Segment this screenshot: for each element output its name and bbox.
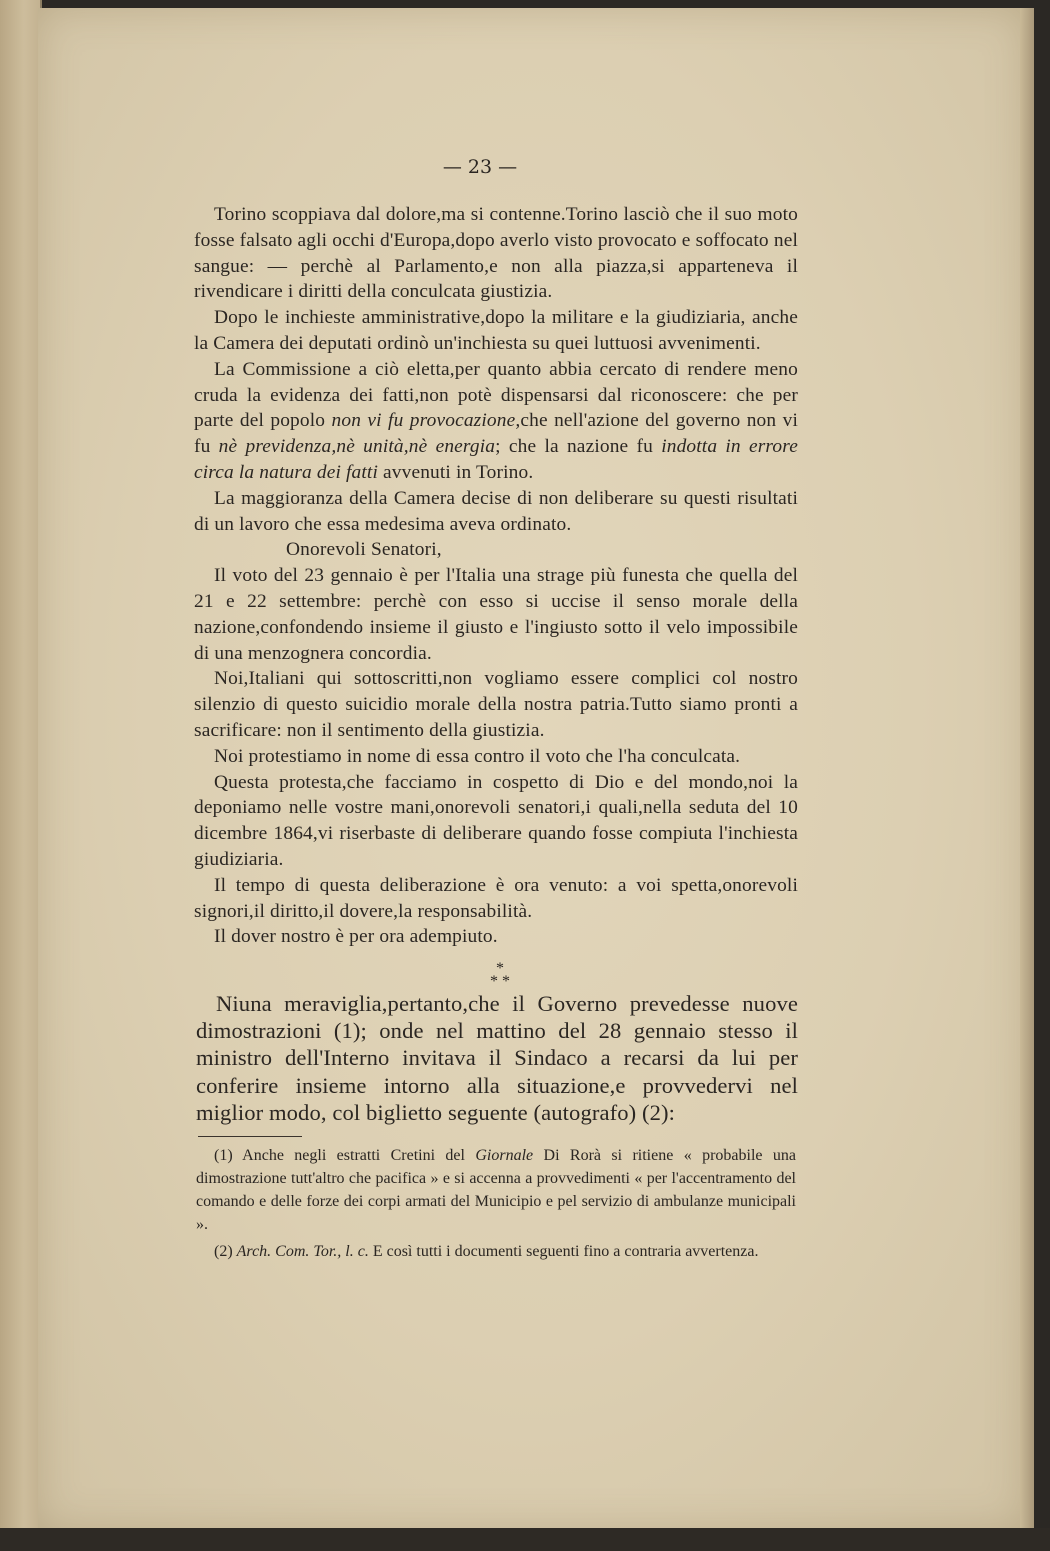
footnote-rule bbox=[198, 1136, 302, 1137]
text-run: avvenuti in Torino. bbox=[378, 461, 534, 483]
paragraph: La maggioranza della Camera decise di non deliberare su questi risultati di un lavoro che essa medesima aveva ordinato. bbox=[194, 487, 798, 535]
text-run: La Commissione a ciò eletta,per quanto abbia cercato di rendere meno cruda la evidenza dei fatti,non potè dispensarsi dal riconoscere: che per parte del popolo bbox=[194, 358, 798, 432]
paragraph: Noi protestiamo in nome di essa contro il voto che l'ha conculcata. bbox=[214, 745, 741, 767]
italic-run: non vi fu provocazione, bbox=[331, 410, 521, 432]
paragraph: Niuna meraviglia,pertanto,che il Governo prevedesse nuove dimostrazioni (1); onde nel mattino del 28 gennaio stesso il ministro dell'Interno invitava il Sindaco a recarsi da lui per conferire insieme intorno alla situazione,e provvedervi nel miglior modo, col biglietto seguente (autografo) (2): bbox=[196, 991, 798, 1125]
text-run: (1) Anche negli estratti Cretini del bbox=[214, 1147, 476, 1164]
right-page-edge bbox=[1020, 8, 1034, 1530]
page-number: — 23 — bbox=[442, 156, 518, 178]
footnote-1 bbox=[196, 1144, 796, 1236]
footnote-2 bbox=[196, 1240, 796, 1263]
paragraph: Il voto del 23 gennaio è per l'Italia una strage più funesta che quella del 21 e 22 settembre: perchè con esso si uccise il senso morale della nazione,confondendo insieme il giusto e l'ingiusto sotto il velo impossibile di una menzognera concordia. bbox=[194, 565, 798, 664]
main-body-text bbox=[194, 202, 798, 950]
section-separator bbox=[440, 962, 560, 988]
footnotes bbox=[196, 1144, 796, 1263]
text-run: che nell'azione del governo non vi fu bbox=[194, 410, 798, 458]
text-run: (2) bbox=[214, 1243, 237, 1260]
italic-run: Arch. Com. Tor., l. c. bbox=[236, 1243, 369, 1260]
separator-stars-bottom: * * bbox=[490, 973, 510, 990]
italic-run: nè previdenza,nè unità,nè energia bbox=[218, 436, 496, 458]
text-run: E così tutti i documenti seguenti fino a contraria avvertenza. bbox=[368, 1243, 759, 1260]
italic-run: indotta in errore circa la natura dei fatti bbox=[194, 436, 798, 483]
text-run: Di Rorà si ritiene « probabile una dimostrazione tutt'altro che pacifica » e si accenna a provvedimenti « per l'accentramento del comando e delle forze dei corpi armati del Municipio e pel servizio di ambulanze municipali ». bbox=[196, 1147, 796, 1233]
paragraph bbox=[194, 357, 798, 486]
large-body-text bbox=[196, 990, 798, 1126]
text-run: ; che la nazione fu bbox=[495, 436, 662, 458]
paragraph: Torino scoppiava dal dolore,ma si contenne.Torino lasciò che il suo moto fosse falsato agli occhi d'Europa,dopo averlo visto provocato e soffocato nel sangue: — perchè al Parlamento,e non alla piazza,si apparteneva il rivendicare i diritti della conculcata giustizia. bbox=[194, 204, 798, 303]
left-page-edge bbox=[0, 0, 42, 1530]
paragraph: Questa protesta,che facciamo in cospetto di Dio e del mondo,noi la deponiamo nelle vostre mani,onorevoli senatori,i quali,nella seduta del 10 dicembre 1864,vi riserbaste di deliberare quando fosse compiuta l'inchiesta giudiziaria. bbox=[194, 771, 798, 870]
separator-star-top: * bbox=[496, 960, 504, 977]
scan-bottom-border bbox=[0, 1528, 1050, 1551]
italic-run: Giornale bbox=[475, 1147, 534, 1164]
paragraph: Noi,Italiani qui sottoscritti,non vogliamo essere complici col nostro silenzio di questo suicidio morale della nostra patria.Tutto siamo pronti a sacrificare: non il sentimento della giustizia. bbox=[194, 668, 798, 741]
paragraph: Dopo le inchieste amministrative,dopo la militare e la giudiziaria, anche la Camera dei deputati ordinò un'inchiesta su quei luttuosi avvenimenti. bbox=[194, 307, 798, 354]
paragraph: Il tempo di questa deliberazione è ora venuto: a voi spetta,onorevoli signori,il diritto,il dovere,la responsabilità. bbox=[194, 874, 798, 922]
paragraph: Il dover nostro è per ora adempiuto. bbox=[214, 926, 498, 948]
salutation: Onorevoli Senatori, bbox=[286, 539, 442, 561]
